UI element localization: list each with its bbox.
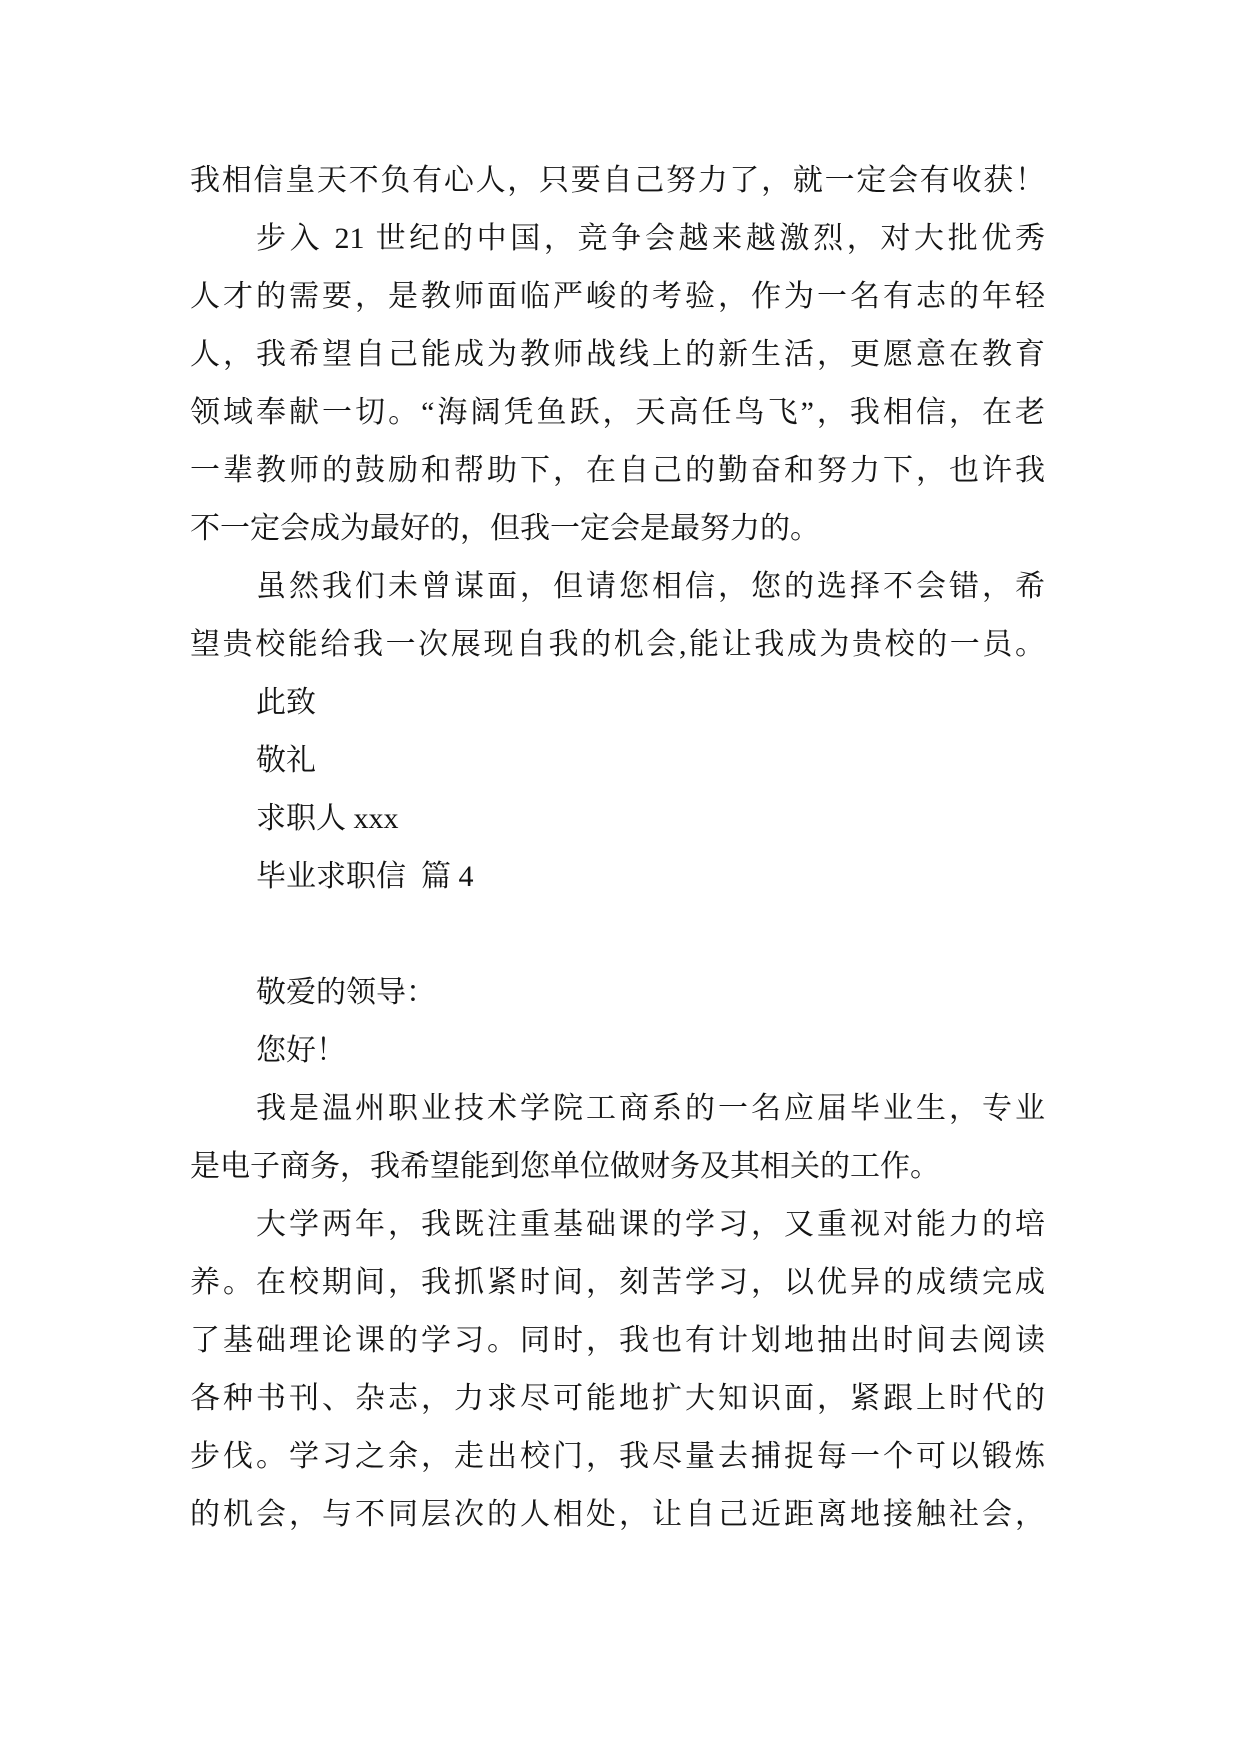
signature: 求职人 xxx xyxy=(256,802,399,835)
document-page xyxy=(190,152,1045,1544)
paragraph-line: 一辈教师的鼓励和帮助下，在自己的勤奋和努力下，也许我 xyxy=(190,454,1045,487)
salute-line: 敬礼 xyxy=(256,744,316,777)
paragraph-line: 不一定会成为最好的，但我一定会是最努力的。 xyxy=(190,512,820,545)
paragraph-line: 望贵校能给我一次展现自我的机会,能让我成为贵校的一员。 xyxy=(190,628,1045,661)
paragraph-line: 了基础理论课的学习。同时，我也有计划地抽出时间去阅读 xyxy=(190,1324,1045,1357)
paragraph-line: 人，我希望自己能成为教师战线上的新生活，更愿意在教育 xyxy=(190,338,1045,371)
paragraph-line: 人才的需要，是教师面临严峻的考验，作为一名有志的年轻 xyxy=(190,280,1045,313)
paragraph-line: 步入 21 世纪的中国，竞争会越来越激烈，对大批优秀 xyxy=(256,222,1045,255)
paragraph-line: 养。在校期间，我抓紧时间，刻苦学习，以优异的成绩完成 xyxy=(190,1266,1045,1299)
paragraph-line: 虽然我们未曾谋面，但请您相信，您的选择不会错，希 xyxy=(256,570,1045,603)
paragraph-line: 大学两年，我既注重基础课的学习，又重视对能力的培 xyxy=(256,1208,1045,1241)
salutation: 敬爱的领导： xyxy=(256,976,436,1009)
paragraph-line: 领域奉献一切。“海阔凭鱼跃，天高任鸟飞”，我相信，在老 xyxy=(190,396,1045,429)
letter-title: 毕业求职信 篇 4 xyxy=(256,860,474,893)
paragraph-line: 我是温州职业技术学院工商系的一名应届毕业生，专业 xyxy=(256,1092,1045,1125)
closing-line: 此致 xyxy=(256,686,316,719)
paragraph-line: 的机会，与不同层次的人相处，让自己近距离地接触社会， xyxy=(190,1498,1045,1531)
paragraph-line: 是电子商务，我希望能到您单位做财务及其相关的工作。 xyxy=(190,1150,940,1183)
paragraph-line: 我相信皇天不负有心人，只要自己努力了，就一定会有收获！ xyxy=(190,164,1045,197)
greeting: 您好！ xyxy=(256,1034,346,1067)
paragraph-line: 步伐。学习之余，走出校门，我尽量去捕捉每一个可以锻炼 xyxy=(190,1440,1045,1473)
paragraph-line: 各种书刊、杂志，力求尽可能地扩大知识面，紧跟上时代的 xyxy=(190,1382,1045,1415)
blank-line xyxy=(190,906,1045,964)
